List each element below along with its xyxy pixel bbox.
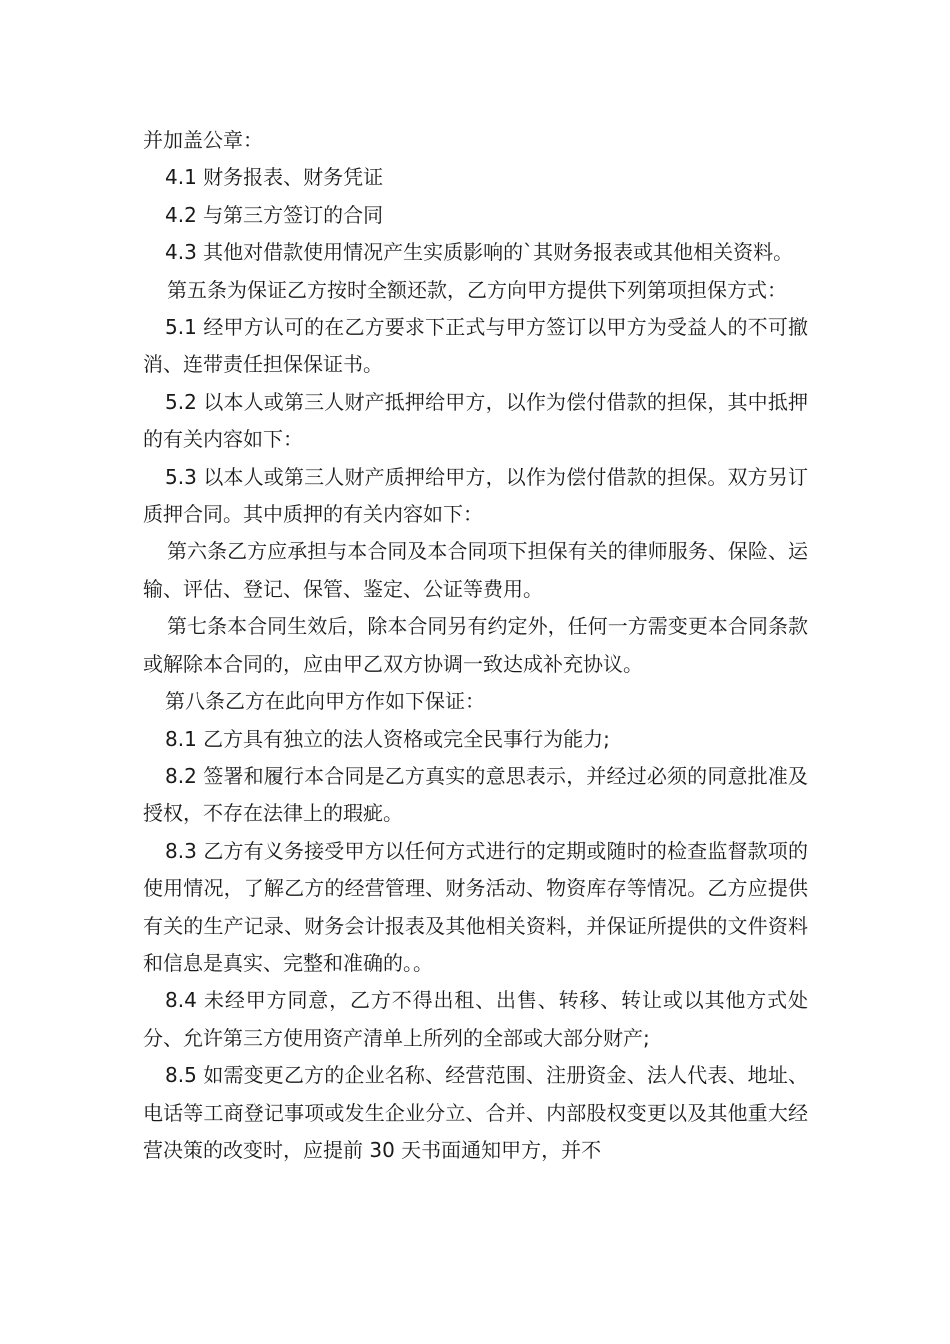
paragraph: 8.2 签署和履行本合同是乙方真实的意思表示，并经过必须的同意批准及授权，不存在法律上的瑕疵。	[143, 763, 808, 826]
paragraph: 8.3 乙方有义务接受甲方以任何方式进行的定期或随时的检查监督款项的使用情况，了解乙方的经营管理、财务活动、物资库存等情况。乙方应提供有关的生产记录、财务会计报表及其他相关资料，并保证所提供的文件资料和信息是真实、完整和准确的。。	[143, 838, 808, 975]
paragraph: 5.2 以本人或第三人财产抵押给甲方，以作为偿付借款的担保，其中抵押的有关内容如下：	[143, 389, 808, 452]
paragraph: 8.1 乙方具有独立的法人资格或完全民事行为能力;	[165, 726, 610, 751]
paragraph: 8.5 如需变更乙方的企业名称、经营范围、注册资金、法人代表、地址、电话等工商登记事项或发生企业分立、合并、内部股权变更以及其他重大经营决策的改变时，应提前 30 天书面通知甲方，并不	[143, 1063, 808, 1162]
paragraph: 第五条为保证乙方按时全额还款，乙方向甲方提供下列第项担保方式：	[167, 277, 787, 302]
document-body	[143, 122, 808, 1169]
paragraph: 4.3 其他对借款使用情况产生实质影响的`其财务报表或其他相关资料。	[165, 240, 794, 265]
paragraph: 5.3 以本人或第三人财产质押给甲方，以作为偿付借款的担保。双方另订质押合同。其中质押的有关内容如下：	[143, 464, 808, 527]
paragraph: 第六条乙方应承担与本合同及本合同项下担保有关的律师服务、保险、运输、评估、登记、保管、鉴定、公证等费用。	[143, 539, 808, 601]
paragraph: 5.1 经甲方认可的在乙方要求下正式与甲方签订以甲方为受益人的不可撤消、连带责任担保保证书。	[143, 315, 808, 377]
paragraph: 第七条本合同生效后，除本合同另有约定外，任何一方需变更本合同条款或解除本合同的，应由甲乙双方协调一致达成补充协议。	[143, 614, 808, 676]
paragraph: 第八条乙方在此向甲方作如下保证：	[165, 689, 485, 714]
paragraph: 并加盖公章：	[143, 128, 263, 152]
paragraph: 8.4 未经甲方同意，乙方不得出租、出售、转移、转让或以其他方式处分、允许第三方使用资产清单上所列的全部或大部分财产;	[143, 988, 808, 1050]
paragraph: 4.2 与第三方签订的合同	[165, 202, 384, 227]
paragraph: 4.1 财务报表、财务凭证	[165, 165, 384, 190]
